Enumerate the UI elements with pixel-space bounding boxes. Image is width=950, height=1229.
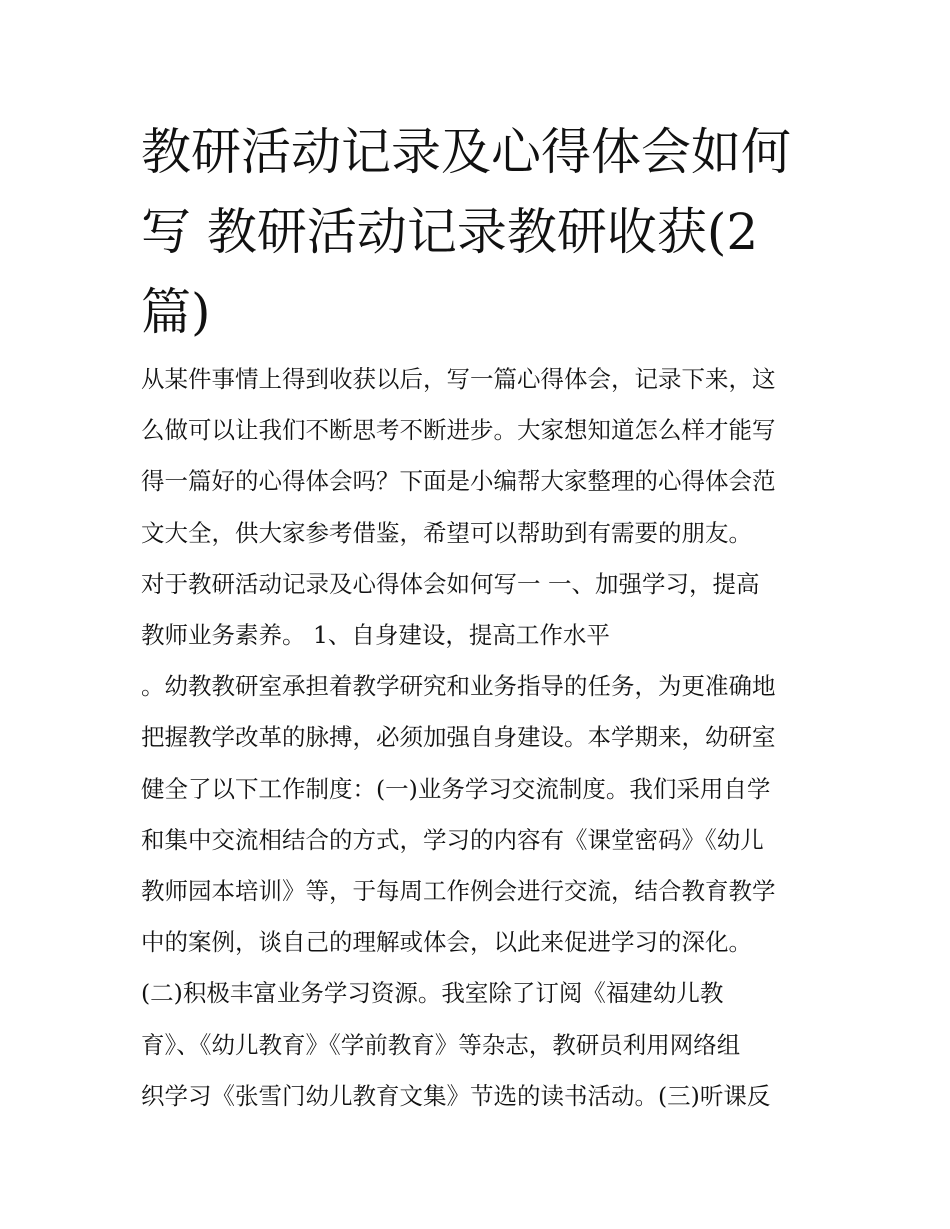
body-line: 对于教研活动记录及心得体会如何写一 一、加强学习，提高 xyxy=(141,569,760,598)
body-line: 健全了以下工作制度：(一)业务学习交流制度。我们采用自学 xyxy=(141,774,771,803)
document-title xyxy=(141,112,821,352)
body-line: 中的案例，谈自己的理解或体会，以此来促进学习的深化。 xyxy=(141,928,752,957)
body-line: 把握教学改革的脉搏，必须加强自身建设。本学期来，幼研室 xyxy=(141,723,776,752)
body-line: 教师园本培训》等，于每周工作例会进行交流，结合教育教学 xyxy=(141,877,776,906)
body-line: 织学习《张雪门幼儿教育文集》节选的读书活动。(三)听课反 xyxy=(141,1081,771,1110)
body-line: 得一篇好的心得体会吗？下面是小编帮大家整理的心得体会范 xyxy=(141,467,776,496)
body-line: 文大全，供大家参考借鉴，希望可以帮助到有需要的朋友。 xyxy=(141,518,752,547)
title-line: 教研活动记录及心得体会如何 xyxy=(141,123,791,181)
body-line: 育》、《幼儿教育》《学前教育》等杂志，教研员利用网络组 xyxy=(141,1030,741,1059)
title-line: 篇) xyxy=(141,283,211,341)
document-body xyxy=(141,354,831,1122)
title-line: 写 教研活动记录教研收获(2 xyxy=(141,203,759,261)
body-line: (二)积极丰富业务学习资源。我室除了订阅《福建幼儿教 xyxy=(141,979,724,1008)
body-line: 么做可以让我们不断思考不断进步。大家想知道怎么样才能写 xyxy=(141,416,776,445)
body-line: 。幼教教研室承担着教学研究和业务指导的任务，为更准确地 xyxy=(141,672,776,701)
body-line: 教师业务素养。 1、自身建设，提高工作水平 xyxy=(141,621,610,650)
body-line: 和集中交流相结合的方式，学习的内容有《课堂密码》《幼儿 xyxy=(141,825,764,854)
body-line: 从某件事情上得到收获以后，写一篇心得体会，记录下来，这 xyxy=(141,365,776,393)
